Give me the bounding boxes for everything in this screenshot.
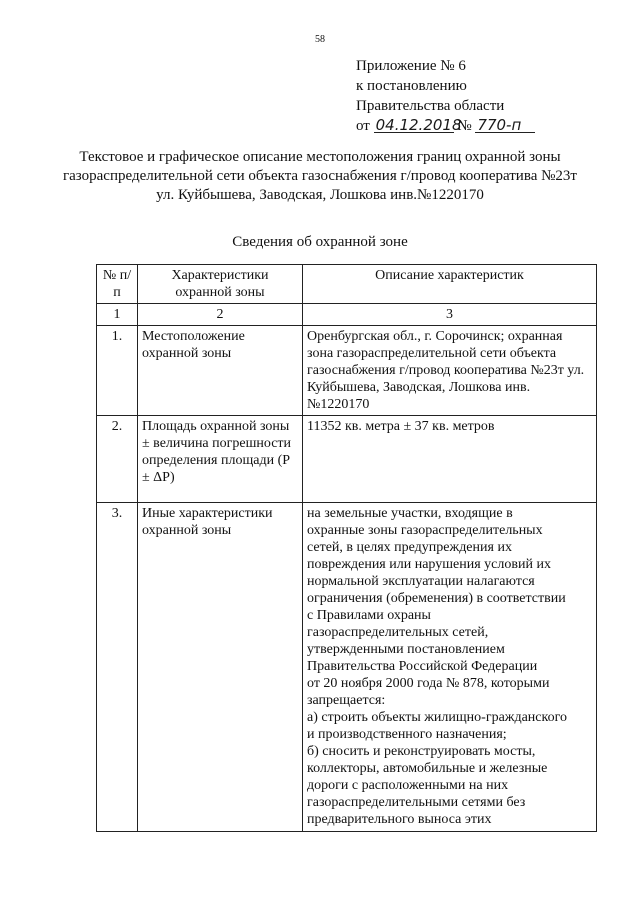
description-line: и производственного назначения;	[307, 727, 507, 742]
handwritten-date: 04.12.2018	[375, 116, 462, 134]
zone-table	[96, 264, 597, 832]
row-characteristic: Площадь охранной зоны ± величина погрешности определения площади (Р ± ΔР)	[138, 416, 303, 503]
table-header-row	[97, 265, 597, 304]
header-description: Описание характеристик	[303, 265, 597, 304]
description-line: предварительного выноса этих	[307, 812, 492, 827]
row-characteristic: Местоположение охранной зоны	[138, 326, 303, 416]
header-num: № п/п	[97, 265, 138, 304]
index-col-3: 3	[303, 304, 597, 326]
description-line: охранные зоны газораспределительных	[307, 523, 543, 538]
index-col-1: 1	[97, 304, 138, 326]
description-line: газораспределительных сетей,	[307, 625, 489, 640]
description-line: ограничения (обременения) в соответствии	[307, 591, 566, 606]
table-row	[97, 503, 597, 832]
description-line: Правительства Российской Федерации	[307, 659, 538, 674]
appendix-title: Приложение № 6	[356, 58, 466, 74]
description-line: сетей, в целях предупреждения их	[307, 540, 512, 555]
row-number: 2.	[97, 416, 138, 503]
description-line: коллекторы, автомобильные и железные	[307, 761, 548, 776]
page-number: 58	[315, 34, 325, 45]
description-line: с Правилами охраны	[307, 608, 431, 623]
number-sign: №	[457, 118, 472, 134]
handwritten-number: 770-п	[475, 118, 535, 133]
description-line: утвержденными постановлением	[307, 642, 505, 657]
table-index-row	[97, 304, 597, 326]
description-line: нормальной эксплуатации налагаются	[307, 574, 535, 589]
row-description	[303, 503, 597, 832]
appendix-authority: Правительства области	[356, 98, 505, 114]
document-title: Текстовое и графическое описание местоположения границ охранной зоны газораспределительной сети объекта газоснабжения г/провод кооператива №23т ул. Куйбышева, Заводская, Лошкова инв.№1220170	[63, 149, 577, 203]
description-line: дороги с расположенными на них	[307, 778, 509, 793]
row-number: 3.	[97, 503, 138, 832]
row-description: 11352 кв. метра ± 37 кв. метров	[303, 416, 597, 503]
date-prefix: от	[356, 118, 370, 134]
description-line: б) сносить и реконструировать мосты,	[307, 744, 536, 759]
description-line: газораспределительными сетями без	[307, 795, 526, 810]
appendix-block	[356, 56, 535, 136]
appendix-date-line	[356, 116, 535, 136]
row-number: 1.	[97, 326, 138, 416]
row-description: Оренбургская обл., г. Сорочинск; охранная зона газораспределительной сети объекта газоснабжения г/провод кооператива №23т ул. Куйбышева, Заводская, Лошкова инв.№1220170	[303, 326, 597, 416]
description-line: на земельные участки, входящие в	[307, 506, 513, 521]
table-row	[97, 416, 597, 503]
header-characteristic: Характеристики охранной зоны	[138, 265, 303, 304]
description-line: а) строить объекты жилищно-гражданского	[307, 710, 567, 725]
description-line: повреждения или нарушения условий их	[307, 557, 551, 572]
description-line: от 20 ноября 2000 года № 878, которыми	[307, 676, 550, 691]
description-line: запрещается:	[307, 693, 386, 708]
index-col-2: 2	[138, 304, 303, 326]
row-characteristic: Иные характеристики охранной зоны	[138, 503, 303, 832]
section-title: Сведения об охранной зоне	[232, 234, 408, 250]
table-row	[97, 326, 597, 416]
appendix-ref: к постановлению	[356, 78, 467, 94]
